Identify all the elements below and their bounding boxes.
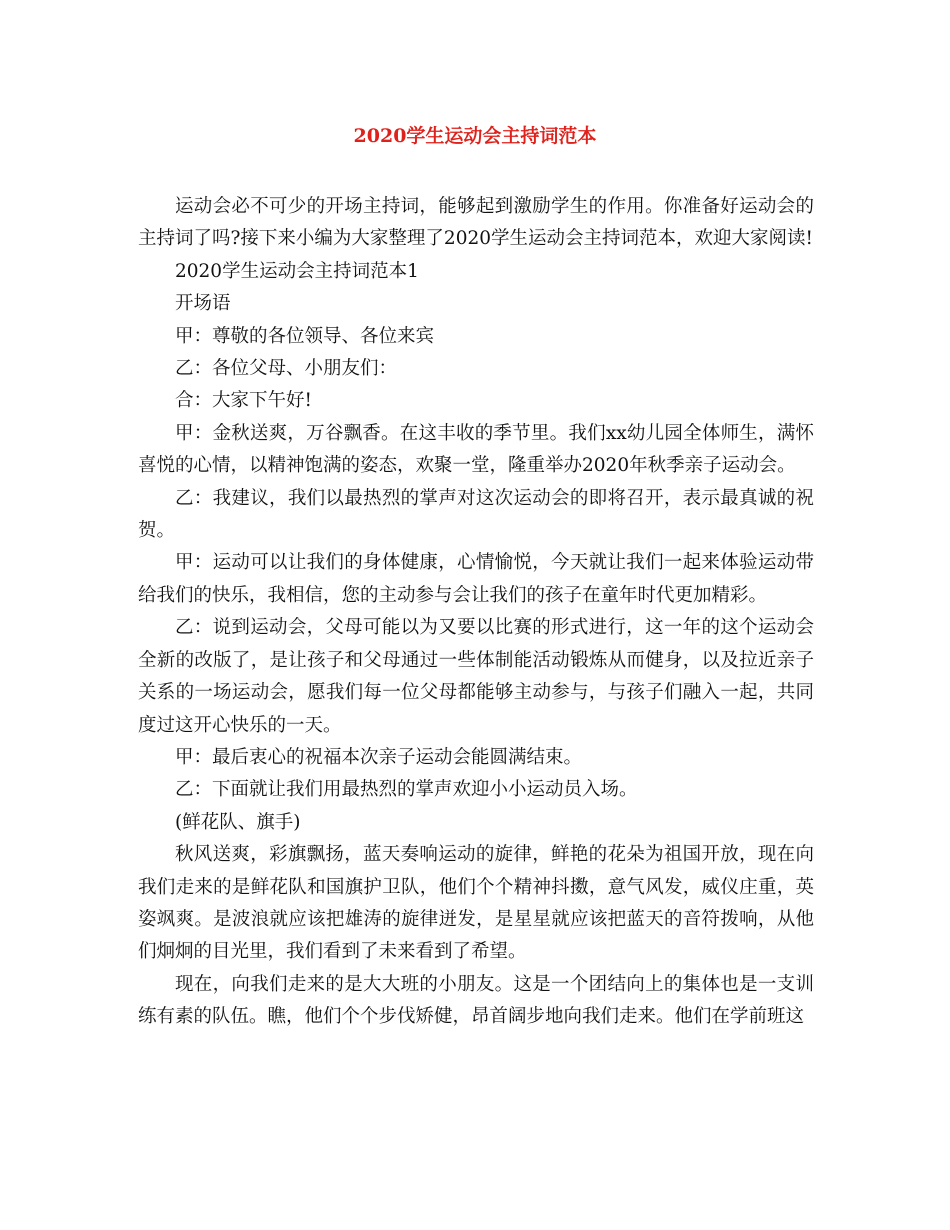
- dialogue-line: 乙：说到运动会，父母可能以为又要以比赛的形式进行，这一年的这个运动会全新的改版了，是让孩子和父母通过一些体制能活动锻炼从而健身，以及拉近亲子关系的一场运动会，愿我们每一位父母都能够主动参与，与孩子们融入一起，共同度过这开心快乐的一天。: [138, 617, 814, 736]
- paragraph: 现在，向我们走来的是大大班的小朋友。这是一个团结向上的集体也是一支训练有素的队伍。瞧，他们个个步伐矫健，昂首阔步地向我们走来。他们在学前班这: [138, 973, 814, 1028]
- dialogue-line: 合：大家下午好!: [175, 390, 312, 412]
- dialogue-line: 甲：最后衷心的祝福本次亲子运动会能圆满结束。: [175, 746, 583, 768]
- document-body: [138, 191, 814, 1034]
- dialogue-line: 乙：下面就让我们用最热烈的掌声欢迎小小运动员入场。: [175, 779, 638, 801]
- subsection-heading: 开场语: [175, 293, 231, 315]
- dialogue-line: 甲：运动可以让我们的身体健康，心情愉悦，今天就让我们一起来体验运动带给我们的快乐，我相信，您的主动参与会让我们的孩子在童年时代更加精彩。: [138, 552, 814, 606]
- dialogue-line: 甲：金秋送爽，万谷飘香。在这丰收的季节里。我们xx幼儿园全体师生，满怀喜悦的心情，以精神饱满的姿态，欢聚一堂，隆重举办2020年秋季亲子运动会。: [138, 422, 814, 477]
- dialogue-line: 乙：我建议，我们以最热烈的掌声对这次运动会的即将召开，表示最真诚的祝贺。: [138, 487, 814, 542]
- document-title: 2020学生运动会主持词范本: [353, 125, 597, 147]
- stage-direction: (鲜花队、旗手): [175, 811, 301, 833]
- dialogue-line: 乙：各位父母、小朋友们：: [175, 358, 398, 380]
- paragraph: 运动会必不可少的开场主持词，能够起到激励学生的作用。你准备好运动会的主持词了吗?接下来小编为大家整理了2020学生运动会主持词范本，欢迎大家阅读!: [138, 196, 814, 250]
- dialogue-line: 甲：尊敬的各位领导、各位来宾: [175, 325, 435, 347]
- paragraph: 秋风送爽，彩旗飘扬，蓝天奏响运动的旋律，鲜艳的花朵为祖国开放，现在向我们走来的是鲜花队和国旗护卫队，他们个个精神抖擞，意气风发，威仪庄重，英姿飒爽。是波浪就应该把雄涛的旋律迸发，是星星就应该把蓝天的音符拨响，从他们炯炯的目光里，我们看到了未来看到了希望。: [138, 844, 814, 963]
- section-heading: 2020学生运动会主持词范本1: [175, 260, 419, 282]
